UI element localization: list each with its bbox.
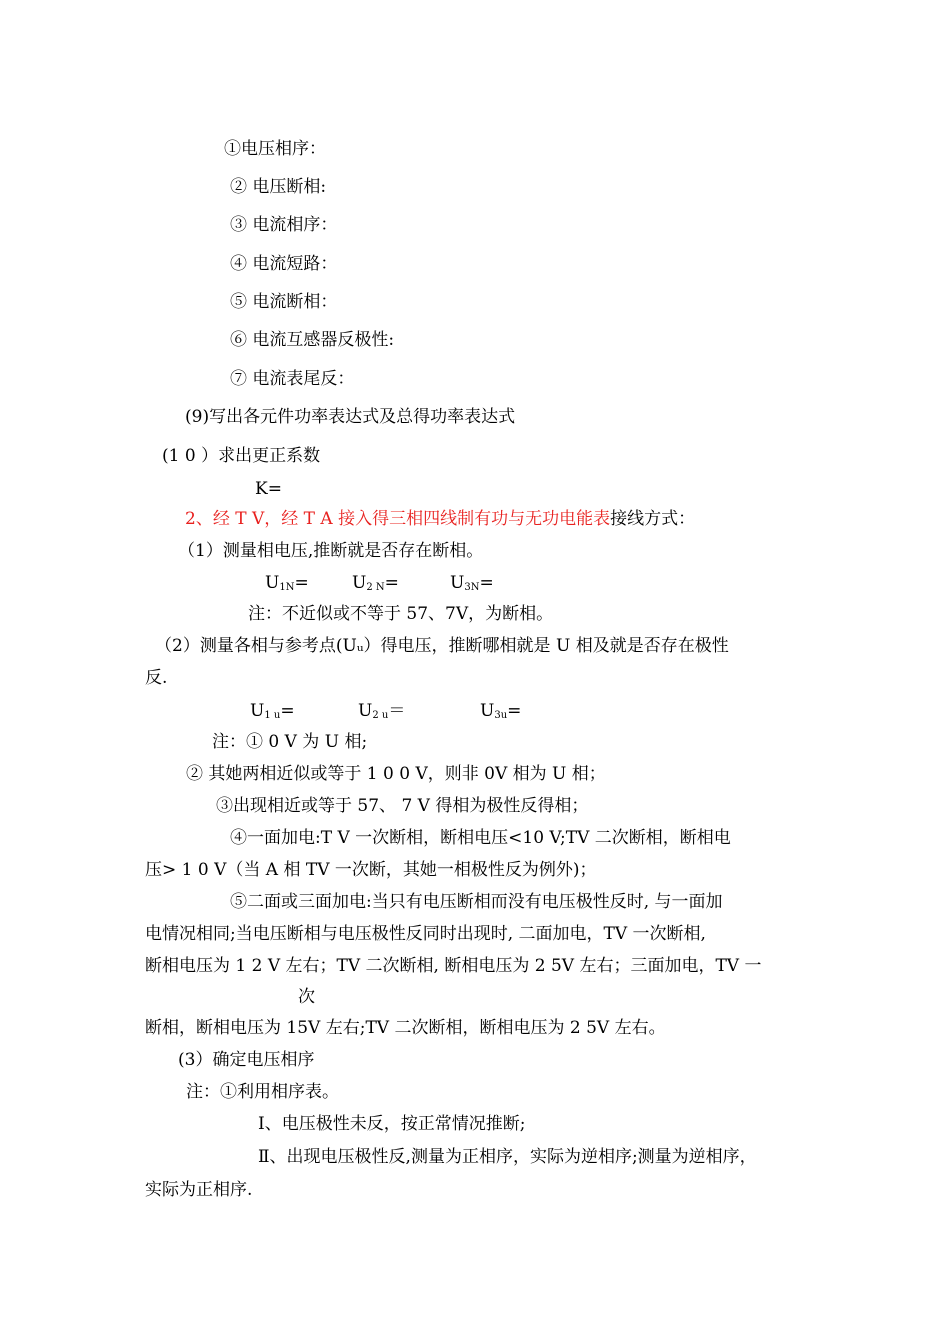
note-use-phase-meter: 注：①利用相序表。 — [186, 1082, 339, 1102]
section-2-heading-tail: 接线方式： — [610, 509, 696, 529]
phase-voltage-row — [265, 572, 494, 599]
step-2-continuation: 反. — [145, 668, 168, 688]
k-formula: K= — [255, 479, 282, 499]
step-1-measure-phase-voltage: （1）测量相电压,推断就是否存在断相。 — [178, 541, 484, 561]
note-continuation-3: 次 — [298, 987, 315, 1007]
step-3-voltage-sequence: (3）确定电压相序 — [178, 1050, 315, 1070]
u3u-label: $U_{3u}=$ — [480, 701, 522, 721]
case-polarity-normal: Ⅰ、电压极性未反，按正常情况推断; — [258, 1114, 526, 1134]
item-voltage-phase-break: ② 电压断相: — [230, 177, 327, 197]
item-current-short-circuit: ④ 电流短路： — [230, 254, 338, 274]
note-polarity-reverse: ③出现相近或等于 57、 7 V 得相为极性反得相； — [216, 796, 589, 816]
step-10-correction-factor: (1 0 ）求出更正系数 — [162, 446, 321, 466]
u2u-label: $U_{2 u}=$ — [358, 701, 406, 721]
note-one-side-powered: ④一面加电:T V 一次断相，断相电压<10 V;TV 二次断相，断相电 — [230, 828, 731, 848]
note-one-side-continuation: 压> 1 0 V（当 A 相 TV 一次断，其她一相极性反为例外)； — [145, 860, 597, 880]
item-current-phase-sequence: ③ 电流相序： — [230, 215, 338, 235]
u2n-label: $U_{2 N}=$ — [352, 573, 399, 593]
step-2-measure-reference: （2）测量各相与参考点(Uᵤ）得电压，推断哪相就是 U 相及就是否存在极性 — [155, 636, 729, 656]
note-two-three-side-powered: ⑤二面或三面加电:当只有电压断相而没有电压极性反时, 与一面加 — [230, 892, 723, 912]
section-2-heading-red: 2、经 T V，经 T A 接入得三相四线制有功与无功电能表 — [185, 509, 611, 529]
case-polarity-reversed: Ⅱ、出现电压极性反,测量为正相序，实际为逆相序;测量为逆相序， — [258, 1147, 757, 1167]
note-continuation-1: 电情况相同;当电压断相与电压极性反同时出现时, 二面加电，TV 一次断相, — [145, 924, 706, 944]
step-9-power-expression: (9)写出各元件功率表达式及总得功率表达式 — [185, 407, 516, 427]
item-current-phase-break: ⑤ 电流断相： — [230, 292, 338, 312]
section-2-heading — [185, 508, 695, 530]
item-voltage-phase-sequence: ①电压相序： — [224, 139, 326, 159]
note-continuation-4: 断相，断相电压为 15V 左右;TV 二次断相，断相电压为 2 5V 左右。 — [145, 1018, 666, 1038]
u1n-label: $U_{1N}=$ — [265, 573, 309, 593]
u3n-label: $U_{3N}=$ — [450, 573, 494, 593]
note-other-phases: ② 其她两相近似或等于 1 0 0 V，则非 0V 相为 U 相； — [186, 764, 606, 784]
reference-voltage-row — [250, 700, 522, 727]
item-ct-reverse-polarity: ⑥ 电流互感器反极性: — [230, 330, 395, 350]
note-phase-break: 注：不近似或不等于 57、7V，为断相。 — [248, 604, 554, 624]
item-meter-tail-reverse: ⑦ 电流表尾反： — [230, 369, 355, 389]
note-continuation-2: 断相电压为 1 2 V 左右；TV 二次断相, 断相电压为 2 5V 左右；三面加电，TV 一 — [145, 956, 762, 976]
u1u-label: $U_{1 u}=$ — [250, 701, 295, 721]
note-zero-volt: 注：① 0 V 为 U 相; — [212, 732, 368, 752]
case-polarity-reversed-continuation: 实际为正相序. — [145, 1180, 253, 1200]
